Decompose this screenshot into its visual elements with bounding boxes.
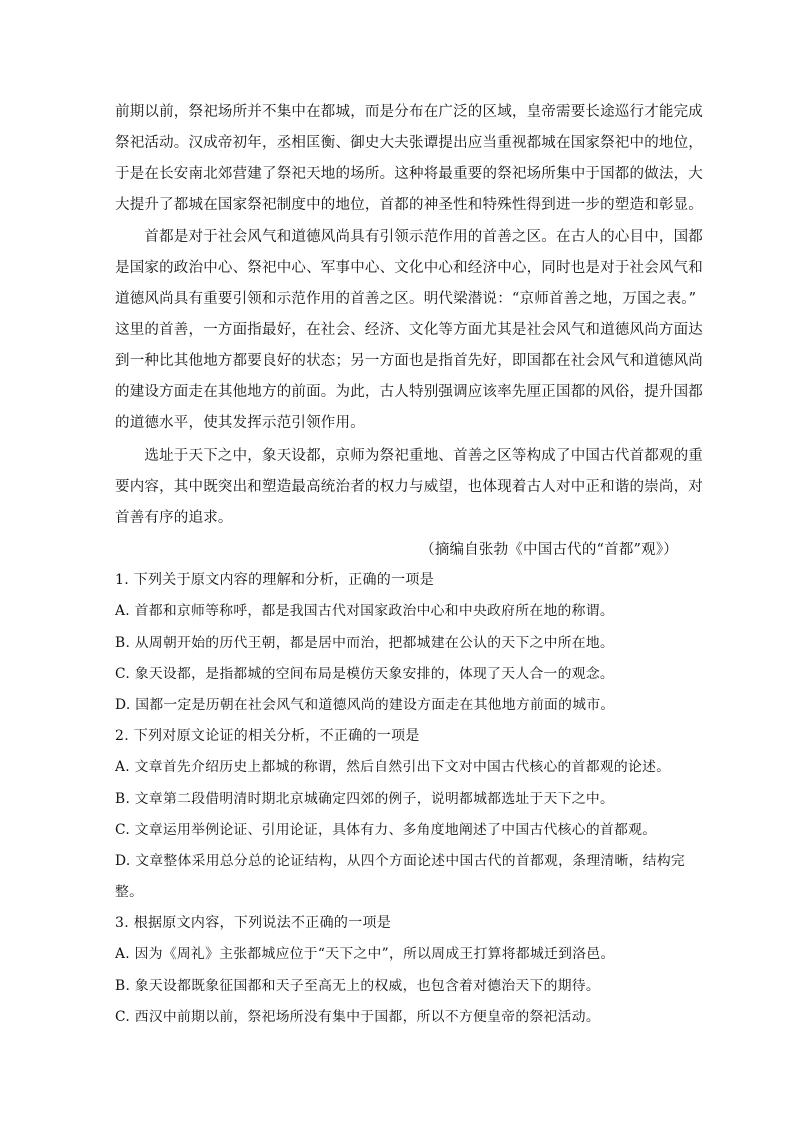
option-d: D. 国都一定是历朝在社会风气和道德风尚的建设方面走在其他地方前面的城市。 (115, 697, 615, 713)
paragraph-line: 首都是对于社会风气和道德风尚具有引领示范作用的首善之区。在古人的心目中，国都 (115, 229, 703, 245)
option-a: A. 因为《周礼》主张都城应位于“天下之中”，所以周成王打算将都城迁到洛邑。 (115, 946, 615, 962)
paragraph-line: 这里的首善，一方面指最好，在社会、经济、文化等方面尤其是社会风气和道德风尚方面达 (115, 322, 703, 338)
paragraph-line: 前期以前，祭祀场所并不集中在都城，而是分布在广泛的区域，皇帝需要长途巡行才能完成 (115, 104, 703, 120)
option-c: C. 文章运用举例论证、引用论证，具体有力、多角度地阐述了中国古代核心的首都观。 (115, 822, 657, 838)
paragraph-line: 道德风尚具有重要引领和示范作用的首善之区。明代梁潜说：“京师首善之地，万国之表。” (115, 291, 697, 307)
source-citation: （摘编自张勃《中国古代的“首都”观》） (420, 542, 678, 558)
paragraph-line: 的建设方面走在其他地方的前面。为此，古人特别强调应该率先厘正国都的风俗，提升国都 (115, 384, 703, 400)
question-stem: 3. 根据原文内容，下列说法不正确的一项是 (115, 915, 392, 931)
option-b: B. 象天设都既象征国都和天子至高无上的权威，也包含着对德治天下的期待。 (115, 978, 601, 994)
question-stem: 1. 下列关于原文内容的理解和分析，正确的一项是 (115, 572, 435, 588)
question-stem: 2. 下列对原文论证的相关分析，不正确的一项是 (115, 728, 420, 744)
option-a: A. 首都和京师等称呼，都是我国古代对国家政治中心和中央政府所在地的称谓。 (115, 603, 614, 619)
paragraph-line: 选址于天下之中，象天设都，京师为祭祀重地、首善之区等构成了中国古代首都观的重 (115, 448, 703, 464)
paragraph-line: 首善有序的追求。 (115, 510, 233, 526)
paragraph-line: 到一种比其他地方都要良好的状态；另一方面也是指首先好，即国都在社会风气和道德风尚 (115, 353, 703, 369)
option-d-continuation: 整。 (115, 884, 144, 900)
paragraph-line: 要内容，其中既突出和塑造最高统治者的权力与威望，也体现着古人对中正和谐的崇尚，对 (115, 479, 703, 495)
option-b: B. 从周朝开始的历代王朝，都是居中而治，把都城建在公认的天下之中所在地。 (115, 635, 615, 651)
option-a: A. 文章首先介绍历史上都城的称谓，然后自然引出下文对中国古代核心的首都观的论述。 (115, 759, 671, 775)
paragraph-line: 祭祀活动。汉成帝初年，丞相匡衡、御史大夫张谭提出应当重视都城在国家祭祀中的地位， (115, 135, 703, 151)
option-c: C. 象天设都，是指都城的空间布局是模仿天象安排的，体现了天人合一的观念。 (115, 666, 615, 682)
option-b: B. 文章第二段借明清时期北京城确定四郊的例子，说明都城都选址于天下之中。 (115, 791, 615, 807)
paragraph-line: 是国家的政治中心、祭祀中心、军事中心、文化中心和经济中心，同时也是对于社会风气和 (115, 260, 703, 276)
option-d: D. 文章整体采用总分总的论证结构，从四个方面论述中国古代的首都观，条理清晰，结构完 (115, 853, 686, 869)
paragraph-line: 大提升了都城在国家祭祀制度中的地位，首都的神圣性和特殊性得到进一步的塑造和彰显。 (115, 197, 703, 213)
paragraph-line: 于是在长安南北郊营建了祭祀天地的场所。这种将最重要的祭祀场所集中于国都的做法，大 (115, 166, 703, 182)
option-c: C. 西汉中前期以前，祭祀场所没有集中于国都，所以不方便皇帝的祭祀活动。 (115, 1009, 600, 1025)
paragraph-line: 的道德水平，使其发挥示范引领作用。 (115, 415, 365, 431)
